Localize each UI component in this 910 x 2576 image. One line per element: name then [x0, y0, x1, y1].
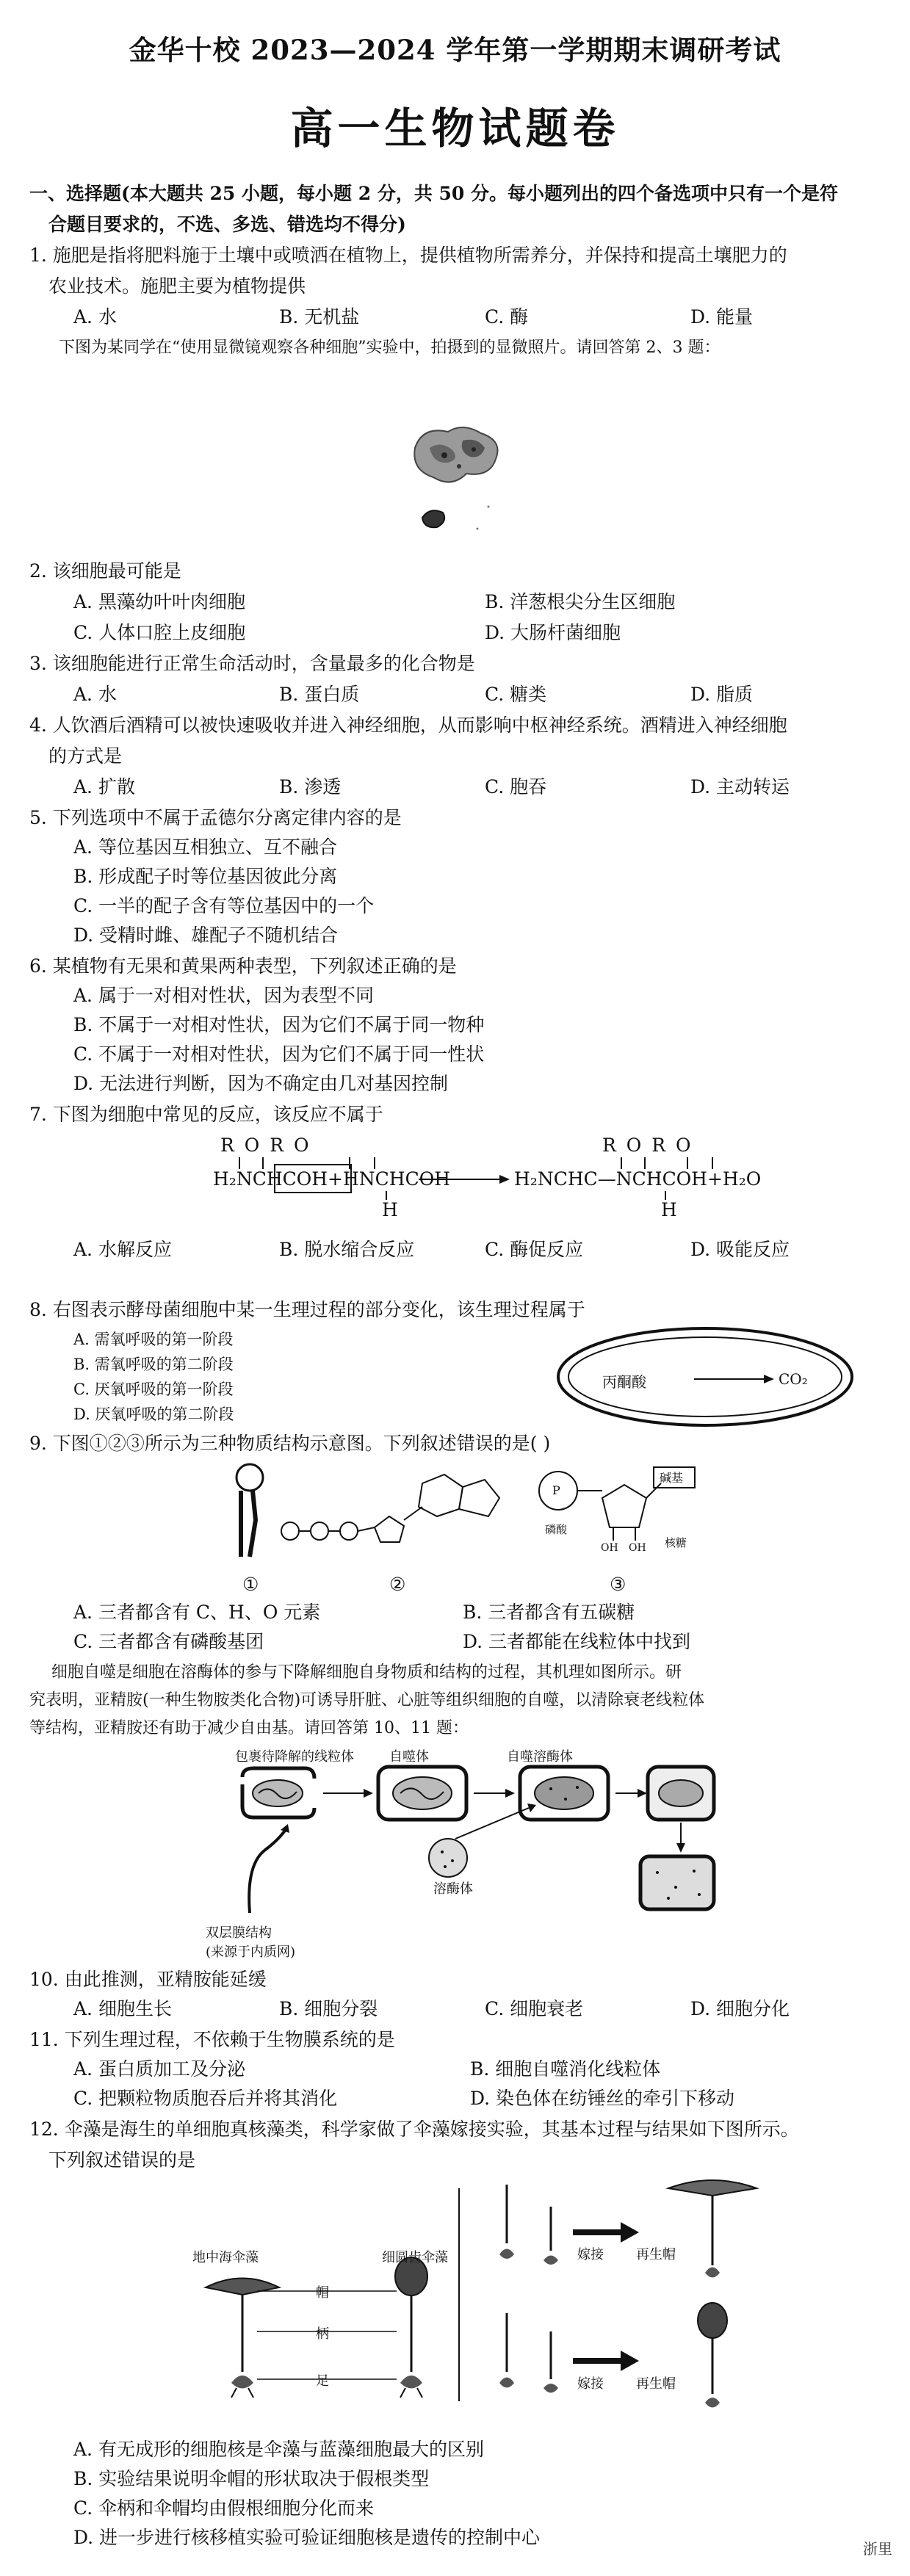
q12-fig-stalk: 柄: [316, 2326, 329, 2342]
q12-fig-regrow-1: 再生帽: [636, 2247, 676, 2262]
intro-q10-q11-line3: 等结构，亚精胺还有助于减少自由基。请回答第 10、11 题：: [29, 1719, 469, 1737]
q9-label-3: ③: [610, 1574, 626, 1595]
q12-option-d: D. 进一步进行核移植实验可验证细胞核是遗传的控制中心: [73, 2527, 541, 2548]
q4-option-a: A. 扩散: [73, 776, 135, 797]
q1-option-c: C. 酶: [485, 306, 529, 328]
q3-option-c: C. 糖类: [485, 684, 547, 705]
q8-option-a: A. 需氧呼吸的第一阶段: [73, 1331, 234, 1348]
fig-mito-label: 包裹待降解的线粒体: [235, 1749, 354, 1765]
q10-option-a: A. 细胞生长: [73, 1998, 172, 2019]
q7-reaction-lines: [206, 1153, 852, 1204]
q12-option-c: C. 伞柄和伞帽均由假根细胞分化而来: [73, 2497, 375, 2519]
q4-option-c: C. 胞吞: [485, 776, 547, 797]
q1-option-d: D. 能量: [690, 306, 754, 328]
q9-fig-oh-2: OH: [629, 1542, 646, 1554]
q5-option-d: D. 受精时雌、雄配子不随机结合: [73, 925, 339, 946]
q5-option-b: B. 形成配子时等位基因彼此分离: [73, 866, 338, 887]
q1-stem-line1: 1. 施肥是指将肥料施于土壤中或喷洒在植物上，提供植物所需养分，并保持和提高土壤肥力的: [29, 245, 787, 266]
q6-option-b: B. 不属于一对相对性状，因为它们不属于同一物种: [73, 1014, 485, 1035]
q7-formula-h-left: H: [382, 1199, 398, 1220]
q9-option-c: C. 三者都含有磷酸基团: [73, 1631, 264, 1652]
q9-option-d: D. 三者都能在线粒体中找到: [463, 1631, 691, 1652]
q12-stem-line2: 下列叙述错误的是: [48, 2149, 196, 2171]
q12-option-a: A. 有无成形的细胞核是伞藻与蓝藻细胞最大的区别: [73, 2439, 484, 2460]
q9-option-b: B. 三者都含有五碳糖: [463, 1602, 635, 1623]
q12-fig-graft-2: 嫁接: [577, 2376, 604, 2392]
q2-stem: 2. 该细胞最可能是: [29, 560, 181, 582]
q3-stem: 3. 该细胞能进行正常生命活动时，含量最多的化合物是: [29, 653, 475, 674]
q12-stem-line1: 12. 伞藻是海生的单细胞真核藻类，科学家做了伞藻嫁接实验，其基本过程与结果如下图所示。: [29, 2119, 799, 2140]
q2-option-d: D. 大肠杆菌细胞: [485, 622, 621, 643]
q9-fig-phosphate: 磷酸: [545, 1523, 568, 1536]
q3-option-b: B. 蛋白质: [279, 684, 360, 705]
q9-fig-base: 碱基: [660, 1471, 684, 1485]
q11-stem: 11. 下列生理过程，不依赖于生物膜系统的是: [29, 2029, 395, 2050]
q12-fig-cap: 帽: [316, 2285, 329, 2301]
fig-lysosome-label: 溶酶体: [433, 1881, 473, 1897]
q9-fig-oh-1: OH: [601, 1542, 618, 1554]
q12-fig-species2: 细圆齿伞藻: [382, 2250, 448, 2265]
q8-fig-pyruvate: 丙酮酸: [602, 1373, 646, 1391]
q7-formula-right: H₂NCHC—NCHCOH+H₂O: [514, 1168, 762, 1190]
q6-stem: 6. 某植物有无果和黄果两种表型，下列叙述正确的是: [29, 955, 457, 977]
q7-formula-left: H₂NCHCOH+HNCHCOH: [213, 1168, 451, 1190]
q7-stem: 7. 下图为细胞中常见的反应，该反应不属于: [29, 1104, 383, 1125]
q7-formula-h-right: H: [661, 1199, 677, 1220]
q3-option-d: D. 脂质: [690, 684, 754, 705]
q1-option-a: A. 水: [73, 306, 117, 328]
q4-option-b: B. 渗透: [279, 776, 342, 797]
q12-fig-foot: 足: [316, 2373, 329, 2389]
q12-fig-regrow-2: 再生帽: [636, 2376, 676, 2392]
intro-q2-q3: 下图为某同学在“使用显微镜观察各种细胞”实验中，拍摄到的显微照片。请回答第 2、3 题：: [59, 339, 721, 357]
q5-option-a: A. 等位基因互相独立、互不融合: [73, 836, 337, 858]
q9-label-2: ②: [389, 1574, 406, 1595]
acetabularia-graft-diagram: [198, 2174, 830, 2416]
q8-stem: 8. 右图表示酵母菌细胞中某一生理过程的部分变化，该生理过程属于: [29, 1299, 585, 1320]
q12-fig-graft-1: 嫁接: [577, 2247, 604, 2262]
fig-membrane-label-1: 双层膜结构: [206, 1925, 272, 1941]
q11-option-b: B. 细胞自噬消化线粒体: [470, 2058, 661, 2080]
intro-q10-q11-line2: 究表明，亚精胺(一种生物胺类化合物)可诱导肝脏、心脏等组织细胞的自噬，以清除衰老线粒体: [29, 1691, 705, 1710]
q11-option-d: D. 染色体在纺锤丝的牵引下移动: [470, 2088, 735, 2109]
q2-option-c: C. 人体口腔上皮细胞: [73, 622, 246, 643]
section-heading-line2: 合题目要求的，不选、多选、错选均不得分): [48, 214, 406, 235]
q9-stem: 9. 下图①②③所示为三种物质结构示意图。下列叙述错误的是( ): [29, 1433, 551, 1454]
q6-option-a: A. 属于一对相对性状，因为表型不同: [73, 985, 374, 1006]
q9-fig-p: P: [552, 1483, 560, 1497]
corner-mark: 浙里: [863, 2540, 892, 2558]
q10-option-c: C. 细胞衰老: [485, 1998, 584, 2019]
fig-membrane-label-2: (来源于内质网): [206, 1944, 296, 1960]
q7-formula-top: R O R O: [220, 1135, 311, 1156]
q9-structure-2-atp: [279, 1461, 514, 1571]
q1-stem-line2: 农业技术。施肥主要为植物提供: [48, 275, 306, 297]
q4-stem-line2: 的方式是: [48, 745, 123, 767]
intro-q10-q11-line1: 细胞自噬是细胞在溶酶体的参与下降解细胞自身物质和结构的过程，其机理如图所示。研: [51, 1663, 682, 1682]
q9-fig-sugar: 核糖: [665, 1536, 687, 1549]
q8-fig-co2: CO₂: [779, 1370, 808, 1388]
autophagy-diagram: [235, 1762, 720, 1917]
q5-stem: 5. 下列选项中不属于孟德尔分离定律内容的是: [29, 807, 402, 828]
q9-label-1: ①: [242, 1574, 259, 1595]
section-heading-line1: 一、选择题(本大题共 25 小题，每小题 2 分，共 50 分。每小题列出的四个备选项中只有一个是符: [29, 183, 839, 204]
q10-option-d: D. 细胞分化: [690, 1998, 790, 2019]
q7-option-c: C. 酶促反应: [485, 1239, 584, 1260]
q8-option-c: C. 厌氧呼吸的第一阶段: [73, 1381, 234, 1398]
fig-autolysosome-label: 自噬溶酶体: [507, 1749, 573, 1765]
q7-option-b: B. 脱水缩合反应: [279, 1239, 415, 1260]
q7-formula-top-right: R O R O: [602, 1135, 693, 1156]
q10-stem: 10. 由此推测，亚精胺能延缓: [29, 1969, 267, 1990]
exam-title: 金华十校 2023—2024 学年第一学期期末调研考试: [129, 34, 781, 66]
q12-option-b: B. 实验结果说明伞帽的形状取决于假根类型: [73, 2468, 430, 2489]
q10-option-b: B. 细胞分裂: [279, 1998, 378, 2019]
q3-option-a: A. 水: [73, 684, 117, 705]
q9-option-a: A. 三者都含有 C、H、O 元素: [73, 1602, 321, 1623]
exam-subtitle: 高一生物试题卷: [290, 104, 620, 153]
q6-option-d: D. 无法进行判断，因为不确定由几对基因控制: [73, 1073, 449, 1094]
q2-option-a: A. 黑藻幼叶叶肉细胞: [73, 591, 245, 612]
q6-option-c: C. 不属于一对相对性状，因为它们不属于同一性状: [73, 1043, 485, 1065]
q11-option-a: A. 蛋白质加工及分泌: [73, 2058, 245, 2080]
q12-fig-species1: 地中海伞藻: [192, 2250, 259, 2265]
fig-autophagosome-label: 自噬体: [389, 1749, 429, 1765]
q7-option-d: D. 吸能反应: [690, 1239, 790, 1260]
q7-option-a: A. 水解反应: [73, 1239, 172, 1260]
q11-option-c: C. 把颗粒物质胞吞后并将其消化: [73, 2088, 338, 2109]
cell-micrograph: [408, 419, 510, 543]
mitochondrion-diagram: [551, 1322, 859, 1432]
q2-option-b: B. 洋葱根尖分生区细胞: [485, 591, 676, 612]
q4-stem-line1: 4. 人饮酒后酒精可以被快速吸收并进入神经细胞，从而影响中枢神经系统。酒精进入神经细胞: [29, 714, 787, 736]
q1-option-b: B. 无机盐: [279, 306, 360, 328]
q8-option-d: D. 厌氧呼吸的第二阶段: [73, 1405, 234, 1423]
q4-option-d: D. 主动转运: [690, 776, 790, 797]
q8-option-b: B. 需氧呼吸的第二阶段: [73, 1356, 234, 1373]
q5-option-c: C. 一半的配子含有等位基因中的一个: [73, 895, 375, 916]
